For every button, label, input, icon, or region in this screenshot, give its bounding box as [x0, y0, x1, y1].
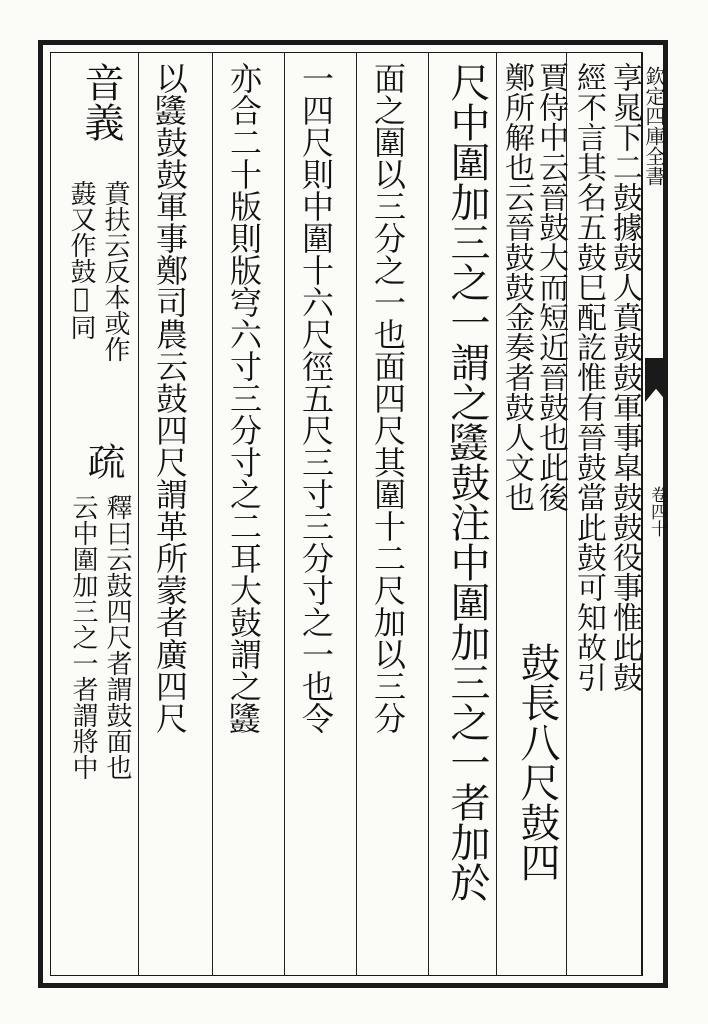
- annotation-line: 釋曰云鼓四尺者謂鼓面也: [102, 494, 132, 780]
- column-divider: [284, 52, 285, 976]
- annotation-line: 賈侍中云晉鼓大而短近晉鼓也此後: [533, 62, 568, 512]
- text-column-1: [568, 62, 642, 962]
- text-column-4: 面之圍以三分之一也面四尺其圍十二尺加以三分: [369, 62, 407, 734]
- section-heading: 音義: [78, 62, 124, 142]
- text-column-3: 尺中圍加三之一謂之𪔳鼓注中圍加三之一者加於: [444, 62, 490, 902]
- section-heading: 疏: [81, 442, 125, 480]
- column-divider: [212, 52, 213, 976]
- annotation-line: 鼖又作鼓𤊑同: [66, 180, 96, 340]
- annotation-line: 經不言其名五鼓巳配訖惟有晉鼓當此鼓可知故引: [571, 62, 606, 692]
- annotation-line: 云中圍加三之一者謂將中: [68, 494, 98, 780]
- book-title: 欽定四庫全書: [642, 66, 666, 186]
- main-text-line: 鼓長八尺鼓四: [514, 642, 560, 882]
- page-margin-strip: [642, 52, 668, 976]
- text-column-5: 一四尺則中圍十六尺徑五尺三寸三分寸之一也令: [297, 62, 335, 734]
- column-divider: [356, 52, 357, 976]
- annotation-line: 鄭所解也云晉鼓鼓金奏者鼓人文也: [499, 62, 534, 512]
- text-column-8: [56, 62, 138, 962]
- column-divider: [428, 52, 429, 976]
- volume-number: 卷四十: [647, 486, 667, 537]
- fishtail-ornament-icon: [645, 358, 667, 402]
- column-divider: [138, 52, 139, 976]
- annotation-line: 享晁下二鼓據鼓人賁鼓鼓軍事皐鼓鼓役事惟此鼓: [607, 62, 642, 692]
- text-column-7: 以𪔳鼓鼓軍事鄭司農云鼓四尺謂革所蒙者廣四尺: [151, 62, 189, 734]
- column-divider: [496, 52, 497, 976]
- text-column-6: 亦合二十版則版穹六寸三分寸之二耳大鼓謂之𪔳: [225, 62, 263, 734]
- text-column-2: [498, 62, 566, 962]
- annotation-line: 賁扶云反本或作: [100, 180, 130, 362]
